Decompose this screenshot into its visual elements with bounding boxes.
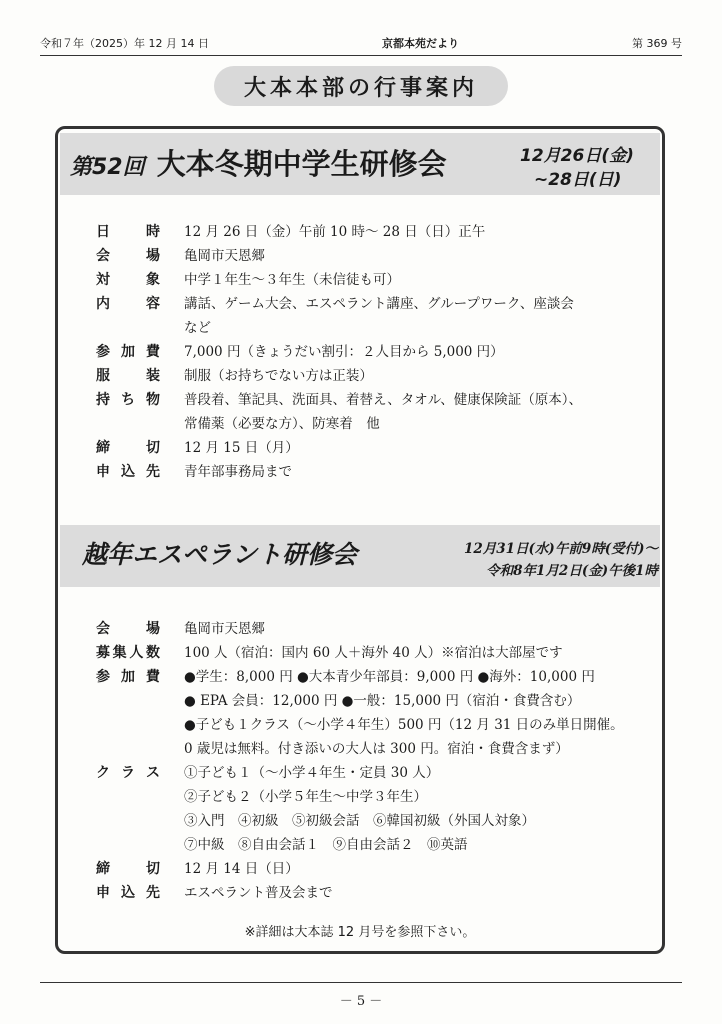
detail-label: 会 場 bbox=[96, 248, 160, 264]
detail-value: 0 歳児は無料。付き添いの大人は 300 円。宿泊・食費含まず） bbox=[184, 741, 569, 757]
event2-date bbox=[400, 538, 658, 582]
detail-value: ①子ども１（～小学４年生・定員 30 人） bbox=[184, 765, 440, 781]
detail-row bbox=[96, 268, 656, 292]
detail-row bbox=[96, 737, 656, 761]
detail-row bbox=[96, 881, 656, 905]
detail-row bbox=[96, 761, 656, 785]
detail-value: 12 月 14 日（日） bbox=[184, 861, 299, 877]
detail-label bbox=[96, 833, 160, 857]
issue-date: 令和７年（2025）年 12 月 14 日 bbox=[40, 37, 209, 50]
running-header bbox=[40, 34, 682, 56]
detail-value: 中学１年生～３年生（未信徒も可） bbox=[184, 272, 400, 288]
detail-row bbox=[96, 436, 656, 460]
detail-value: ● EPA 会員：12,000 円 ●一般：15,000 円（宿泊・食費含む） bbox=[184, 693, 581, 709]
detail-row bbox=[96, 388, 656, 412]
detail-label bbox=[96, 713, 160, 737]
event1-date-end: ~28日(日) bbox=[534, 170, 622, 190]
detail-row bbox=[96, 641, 656, 665]
detail-label: 服 装 bbox=[96, 368, 160, 384]
detail-label: ク ラ ス bbox=[96, 765, 160, 781]
detail-label bbox=[96, 412, 160, 436]
detail-label bbox=[96, 689, 160, 713]
detail-label bbox=[96, 809, 160, 833]
detail-label: 申 込 先 bbox=[96, 464, 160, 480]
event2-name: 越年エスペラント研修会 bbox=[82, 540, 358, 569]
detail-value: エスペラント普及会まで bbox=[184, 885, 333, 901]
detail-value: 12 月 15 日（月） bbox=[184, 440, 299, 456]
detail-row bbox=[96, 340, 656, 364]
detail-value: 普段着、筆記具、洗面具、着替え、タオル、健康保険証（原本）、 bbox=[184, 392, 582, 408]
detail-label: 会 場 bbox=[96, 621, 160, 637]
detail-label: 申 込 先 bbox=[96, 885, 160, 901]
detail-value: ●学生：8,000 円 ●大本青少年部員：9,000 円 ●海外：10,000 円 bbox=[184, 669, 595, 685]
detail-value: 制服（お持ちでない方は正装） bbox=[184, 368, 373, 384]
detail-row bbox=[96, 316, 656, 340]
detail-label: 持 ち 物 bbox=[96, 392, 160, 408]
detail-row bbox=[96, 809, 656, 833]
detail-label: 内 容 bbox=[96, 296, 160, 312]
event2-date-start: 12月31日(水)午前9時(受付)～ bbox=[463, 541, 658, 557]
detail-row bbox=[96, 364, 656, 388]
detail-row bbox=[96, 689, 656, 713]
event1-title bbox=[70, 142, 447, 186]
detail-value: 常備薬（必要な方）、防寒着 他 bbox=[184, 416, 380, 432]
detail-label: 募 集 人 数 bbox=[96, 645, 160, 661]
detail-value: 12 月 26 日（金）午前 10 時～ 28 日（日）正午 bbox=[184, 224, 486, 240]
event1-date-start: 12月26日(金) bbox=[520, 146, 634, 166]
event2-details bbox=[96, 617, 656, 905]
detail-value: 青年部事務局まで bbox=[184, 464, 292, 480]
detail-label bbox=[96, 737, 160, 761]
event1-name: 大本冬期中学生研修会 bbox=[156, 147, 447, 181]
detail-row bbox=[96, 665, 656, 689]
detail-row bbox=[96, 617, 656, 641]
detail-label: 対 象 bbox=[96, 272, 160, 288]
detail-row bbox=[96, 713, 656, 737]
detail-value: 100 人（宿泊：国内 60 人＋海外 40 人）※宿泊は大部屋です bbox=[184, 645, 563, 661]
detail-label: 日 時 bbox=[96, 224, 160, 240]
detail-row bbox=[96, 785, 656, 809]
detail-value: ②子ども２（小学５年生～中学３年生） bbox=[184, 789, 427, 805]
event1-date bbox=[520, 144, 660, 192]
publication-name: 京都本苑だより bbox=[381, 37, 459, 50]
detail-row bbox=[96, 460, 656, 484]
detail-row bbox=[96, 833, 656, 857]
detail-row bbox=[96, 412, 656, 436]
detail-label: 参 加 費 bbox=[96, 344, 160, 360]
detail-label: 締 切 bbox=[96, 440, 160, 456]
detail-value: 7,000 円（きょうだい割引：２人目から 5,000 円） bbox=[184, 344, 504, 360]
detail-value: 亀岡市天恩郷 bbox=[184, 248, 265, 264]
event2-date-end: 令和8年1月2日(金)午後1時 bbox=[486, 563, 658, 579]
detail-value: ●子ども１クラス（～小学４年生）500 円（12 月 31 日のみ単日開催。 bbox=[184, 717, 624, 733]
detail-label: 締 切 bbox=[96, 861, 160, 877]
detail-label bbox=[96, 316, 160, 340]
event1-number: 第52回 bbox=[70, 155, 145, 180]
issue-number: 第 369 号 bbox=[631, 37, 682, 50]
detail-row bbox=[96, 244, 656, 268]
detail-value: など bbox=[184, 320, 211, 336]
detail-row bbox=[96, 857, 656, 881]
detail-label bbox=[96, 785, 160, 809]
footer-rule bbox=[40, 982, 682, 983]
page-number: － 5 － bbox=[339, 994, 383, 1009]
detail-row bbox=[96, 220, 656, 244]
detail-row bbox=[96, 292, 656, 316]
detail-value: 講話、ゲーム大会、エスペラント講座、グループワーク、座談会 bbox=[184, 296, 574, 312]
detail-value: 亀岡市天恩郷 bbox=[184, 621, 265, 637]
section-title: 大本本部の行事案内 bbox=[214, 66, 508, 106]
detail-label: 参 加 費 bbox=[96, 669, 160, 685]
detail-value: ③入門 ④初級 ⑤初級会話 ⑥韓国初級（外国人対象） bbox=[184, 813, 535, 829]
details-note: ※詳細は大本誌 12 月号を参照下さい。 bbox=[244, 925, 476, 940]
event1-details bbox=[96, 220, 656, 484]
detail-value: ⑦中級 ⑧自由会話１ ⑨自由会話２ ⑩英語 bbox=[184, 837, 468, 853]
